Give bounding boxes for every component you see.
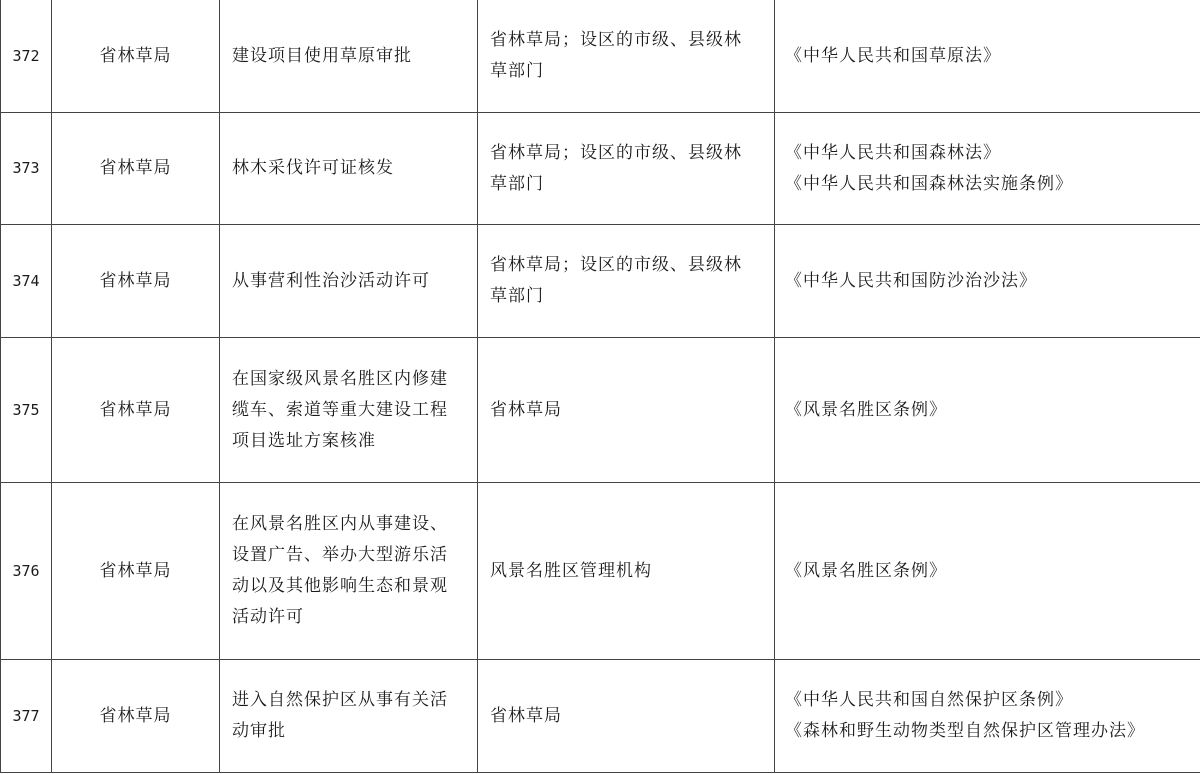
implementer-cell <box>478 0 775 113</box>
table-row <box>1 113 1200 225</box>
item-name-cell <box>220 338 478 483</box>
implementer-cell <box>478 483 775 660</box>
implementer-line: 省林草局 <box>490 399 562 420</box>
implementer-line: 省林草局；设区的市级、县级林 <box>490 142 742 163</box>
row-number: 377 <box>1 660 52 773</box>
item-name-line: 从事营利性治沙活动许可 <box>232 270 430 291</box>
legal-basis-line: 《风景名胜区条例》 <box>785 399 947 420</box>
item-name-line: 在国家级风景名胜区内修建 <box>232 368 448 389</box>
item-name-line: 在风景名胜区内从事建设、 <box>232 514 448 534</box>
item-name-line: 林木采伐许可证核发 <box>232 158 394 178</box>
legal-basis-line: 《中华人民共和国自然保护区条例》 <box>785 690 1073 710</box>
legal-basis-cell <box>775 113 1200 225</box>
department-cell: 省林草局 <box>52 0 220 113</box>
item-name-line: 动以及其他影响生态和景观 <box>232 576 448 596</box>
implementer-line: 风景名胜区管理机构 <box>490 560 652 581</box>
department-cell: 省林草局 <box>52 483 220 660</box>
department-cell: 省林草局 <box>52 660 220 773</box>
item-name-line: 动审批 <box>232 721 286 741</box>
item-name-cell <box>220 225 478 338</box>
implementer-cell <box>478 113 775 225</box>
item-name-cell <box>220 113 478 225</box>
table-row <box>1 0 1200 113</box>
implementer-line: 省林草局；设区的市级、县级林 <box>490 30 742 50</box>
implementer-line: 草部门 <box>490 173 544 194</box>
legal-basis-cell <box>775 483 1200 660</box>
legal-basis-line: 《森林和野生动物类型自然保护区管理办法》 <box>785 721 1145 741</box>
implementer-cell <box>478 660 775 773</box>
legal-basis-cell <box>775 225 1200 338</box>
department-cell: 省林草局 <box>52 225 220 338</box>
item-name-line: 建设项目使用草原审批 <box>232 45 412 66</box>
department-cell: 省林草局 <box>52 338 220 483</box>
legal-basis-cell <box>775 0 1200 113</box>
item-name-line: 进入自然保护区从事有关活 <box>232 690 448 710</box>
implementer-cell <box>478 338 775 483</box>
legal-basis-line: 《风景名胜区条例》 <box>785 560 947 581</box>
item-name-line: 设置广告、举办大型游乐活 <box>232 545 448 565</box>
table-row <box>1 483 1200 660</box>
row-number: 372 <box>1 0 52 113</box>
table-row <box>1 225 1200 338</box>
table-row <box>1 660 1200 773</box>
item-name-cell <box>220 0 478 113</box>
item-name-cell <box>220 660 478 773</box>
item-name-cell <box>220 483 478 660</box>
implementer-line: 省林草局 <box>490 705 562 726</box>
table-row <box>1 338 1200 483</box>
legal-basis-line: 《中华人民共和国防沙治沙法》 <box>785 270 1037 291</box>
implementer-cell <box>478 225 775 338</box>
implementer-line: 省林草局；设区的市级、县级林 <box>490 255 742 275</box>
implementer-line: 草部门 <box>490 286 544 306</box>
item-name-line: 项目选址方案核准 <box>232 430 376 451</box>
legal-basis-line: 《中华人民共和国草原法》 <box>785 45 1001 66</box>
row-number: 373 <box>1 113 52 225</box>
row-number: 376 <box>1 483 52 660</box>
legal-basis-cell <box>775 660 1200 773</box>
item-name-line: 缆车、索道等重大建设工程 <box>232 399 448 420</box>
legal-basis-line: 《中华人民共和国森林法》 <box>785 142 1001 163</box>
legal-basis-line: 《中华人民共和国森林法实施条例》 <box>785 173 1073 194</box>
row-number: 374 <box>1 225 52 338</box>
department-cell: 省林草局 <box>52 113 220 225</box>
implementer-line: 草部门 <box>490 61 544 81</box>
legal-basis-cell <box>775 338 1200 483</box>
item-name-line: 活动许可 <box>232 607 304 627</box>
row-number: 375 <box>1 338 52 483</box>
